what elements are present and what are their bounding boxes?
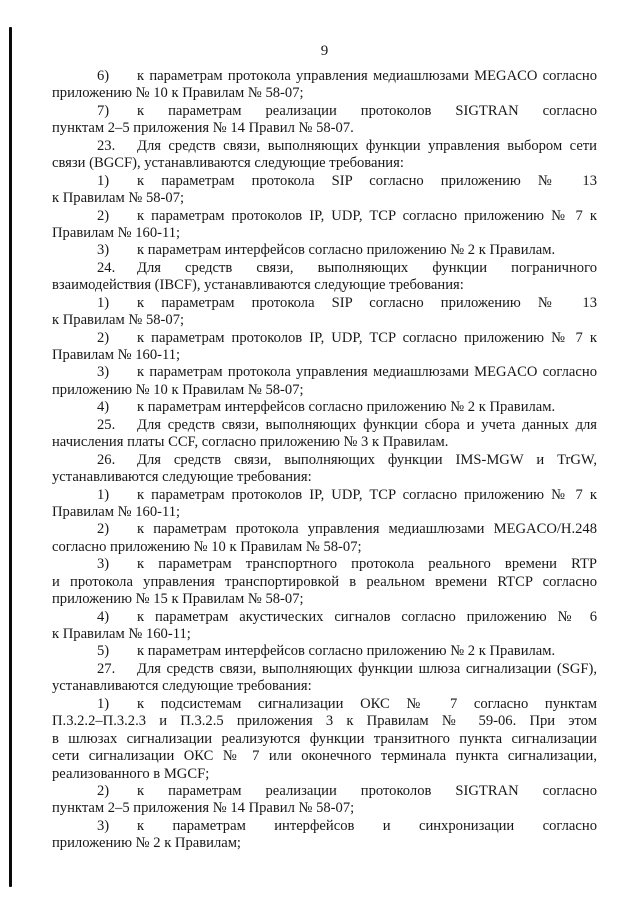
line-text: в шлюзах сигнализации реализуются функции транзитного пункта сигнализации	[52, 730, 597, 747]
item-number: 5)	[97, 643, 110, 660]
item-number: 2)	[97, 207, 110, 224]
item-number: 27.	[97, 660, 116, 677]
text-line	[52, 364, 597, 381]
line-text: устанавливаются следующие требования:	[52, 469, 312, 486]
text-line	[52, 260, 597, 277]
line-text: пунктам 2–5 приложения № 14 Правил № 58-07;	[52, 800, 355, 817]
line-text: к параметрам транспортного протокола реального времени RTP	[137, 556, 597, 573]
text-line	[52, 312, 597, 329]
line-text: согласно приложению № 10 к Правилам № 58-07;	[52, 538, 362, 555]
text-line	[52, 661, 597, 678]
item-number: 25.	[97, 416, 116, 433]
line-text: начисления платы CCF, согласно приложению № 3 к Правилам.	[52, 434, 449, 451]
line-text: Для средств связи, выполняющих функции шлюза сигнализации (SGF),	[137, 660, 597, 677]
line-text: Для средств связи, выполняющих функции IMS-MGW и TrGW,	[137, 451, 597, 468]
text-line	[52, 103, 597, 120]
line-text: к подсистемам сигнализации ОКС № 7 согласно пунктам	[137, 695, 597, 712]
line-text: Для средств связи, выполняющих функции пограничного	[137, 259, 597, 276]
text-line	[52, 713, 597, 730]
item-number: 4)	[97, 608, 110, 625]
text-line	[52, 277, 597, 294]
item-number: 23.	[97, 137, 116, 154]
text-line	[52, 85, 597, 102]
text-line	[52, 504, 597, 521]
item-number: 6)	[97, 68, 110, 84]
item-number: 3)	[97, 242, 110, 259]
text-line	[52, 155, 597, 172]
line-text: к параметрам акустических сигналов согласно приложению № 6	[137, 608, 597, 625]
line-text: к параметрам интерфейсов и синхронизации согласно	[137, 817, 597, 834]
text-line	[52, 242, 597, 259]
item-number: 1)	[97, 294, 110, 311]
item-number: 4)	[97, 399, 110, 416]
text-line	[52, 469, 597, 486]
text-line	[52, 382, 597, 399]
line-text: устанавливаются следующие требования:	[52, 678, 312, 695]
text-line	[52, 835, 597, 852]
item-number: 2)	[97, 329, 110, 346]
text-line	[52, 68, 597, 85]
text-line	[52, 190, 597, 207]
text-line	[52, 208, 597, 225]
text-line	[52, 643, 597, 660]
line-text: приложению № 15 к Правилам № 58-07;	[52, 591, 304, 608]
item-number: 7)	[97, 102, 110, 119]
text-line	[52, 399, 597, 416]
line-text: приложению № 2 к Правилам;	[52, 835, 241, 852]
text-line	[52, 591, 597, 608]
text-line	[52, 452, 597, 469]
text-line	[52, 138, 597, 155]
line-text: к параметрам протоколов IP, UDP, TCP согласно приложению № 7 к	[137, 486, 597, 503]
text-line	[52, 748, 597, 765]
line-text: сети сигнализации ОКС № 7 или оконечного терминала пункта сигнализации,	[52, 748, 597, 765]
text-line	[52, 609, 597, 626]
text-line	[52, 347, 597, 364]
line-text: связи (BGCF), устанавливаются следующие требования:	[52, 155, 404, 172]
text-line	[52, 417, 597, 434]
item-number: 1)	[97, 486, 110, 503]
line-text: к параметрам интерфейсов согласно приложению № 2 к Правилам.	[137, 242, 556, 259]
line-text: к параметрам протокола управления медиашлюзами MEGACO согласно	[137, 68, 597, 84]
scan-edge-artifact	[9, 27, 12, 887]
line-text: и протокола управления транспортировкой в реальном времени RTCP согласно	[52, 573, 597, 590]
line-text: реализованного в MGCF;	[52, 765, 210, 782]
text-line	[52, 225, 597, 242]
line-text: приложению № 10 к Правилам № 58-07;	[52, 85, 304, 102]
line-text: к параметрам реализации протоколов SIGTRAN согласно	[137, 782, 597, 799]
line-text: Правилам № 160-11;	[52, 224, 181, 241]
item-number: 1)	[97, 172, 110, 189]
item-number: 26.	[97, 451, 116, 468]
line-text: к параметрам протокола SIP согласно приложению № 13	[137, 172, 597, 189]
text-line	[52, 800, 597, 817]
line-text: Правилам № 160-11;	[52, 503, 181, 520]
item-number: 2)	[97, 521, 110, 538]
text-line	[52, 626, 597, 643]
item-number: 2)	[97, 782, 110, 799]
line-text: Для средств связи, выполняющих функции сбора и учета данных для	[137, 416, 597, 433]
line-text: к Правилам № 58-07;	[52, 312, 185, 329]
document-body	[52, 68, 597, 853]
text-line	[52, 295, 597, 312]
line-text: Правилам № 160-11;	[52, 347, 181, 363]
line-text: к параметрам интерфейсов согласно приложению № 2 к Правилам.	[137, 399, 556, 416]
text-line	[52, 731, 597, 748]
page-number: 9	[320, 43, 329, 59]
line-text: к параметрам протокола SIP согласно приложению № 13	[137, 294, 597, 311]
line-text: к параметрам протокола управления медиашлюзами MEGACO/H.248	[137, 521, 597, 538]
line-text: приложению № 10 к Правилам № 58-07;	[52, 381, 304, 398]
line-text: П.3.2.2–П.3.2.3 и П.3.2.5 приложения 3 к Правилам № 59-06. При этом	[52, 713, 597, 730]
text-line	[52, 766, 597, 783]
line-text: к параметрам протоколов IP, UDP, TCP согласно приложению № 7 к	[137, 207, 597, 224]
line-text: пунктам 2–5 приложения № 14 Правил № 58-07.	[52, 120, 354, 137]
line-text: взаимодействия (IBCF), устанавливаются следующие требования:	[52, 277, 464, 294]
line-text: к Правилам № 160-11;	[52, 626, 191, 642]
text-line	[52, 574, 597, 591]
item-number: 3)	[97, 817, 110, 834]
text-line	[52, 487, 597, 504]
text-line	[52, 521, 597, 538]
line-text: к параметрам реализации протоколов SIGTRAN согласно	[137, 102, 597, 119]
item-number: 24.	[97, 259, 116, 276]
text-line	[52, 556, 597, 573]
line-text: к параметрам протоколов IP, UDP, TCP согласно приложению № 7 к	[137, 329, 597, 346]
text-line	[52, 330, 597, 347]
text-line	[52, 120, 597, 137]
text-line	[52, 539, 597, 556]
line-text: Для средств связи, выполняющих функции управления выбором сети	[137, 137, 597, 154]
text-line	[52, 434, 597, 451]
text-line	[52, 783, 597, 800]
line-text: к параметрам протокола управления медиашлюзами MEGACO согласно	[137, 364, 597, 381]
item-number: 3)	[97, 364, 110, 381]
item-number: 1)	[97, 695, 110, 712]
text-line	[52, 173, 597, 190]
text-line	[52, 696, 597, 713]
text-line	[52, 678, 597, 695]
line-text: к Правилам № 58-07;	[52, 190, 185, 207]
item-number: 3)	[97, 556, 110, 573]
line-text: к параметрам интерфейсов согласно приложению № 2 к Правилам.	[137, 643, 556, 660]
text-line	[52, 818, 597, 835]
